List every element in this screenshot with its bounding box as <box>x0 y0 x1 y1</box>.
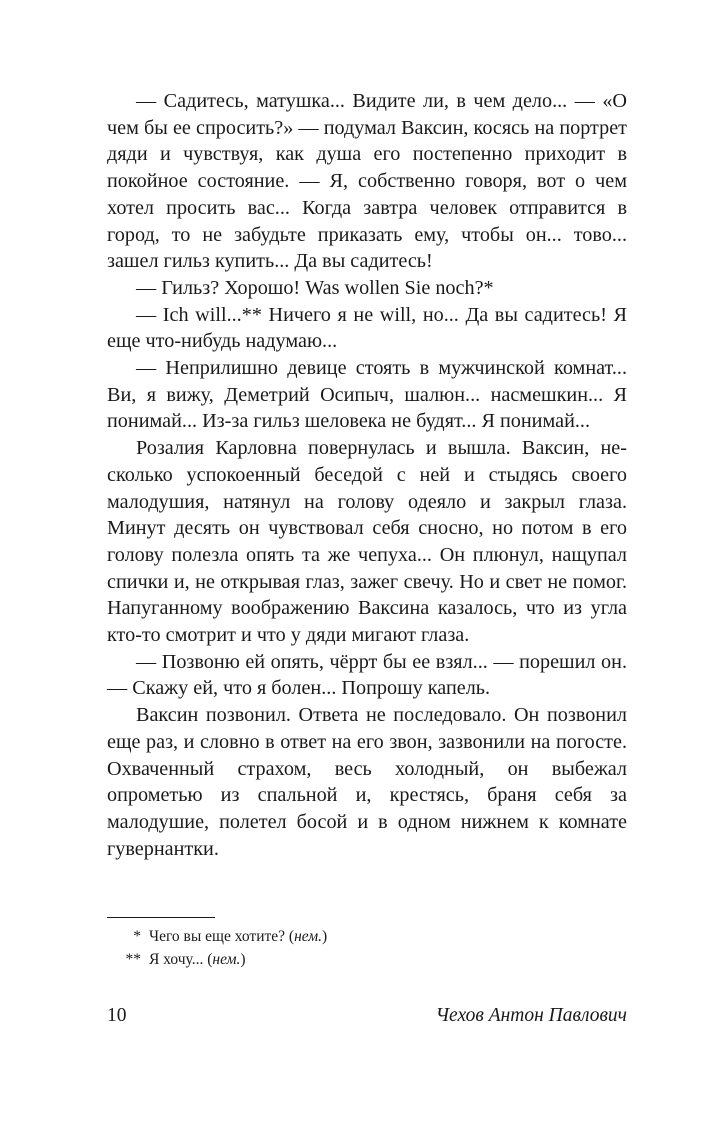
paragraph: — Неприлишно девице стоять в мужчинской комнат... Ви, я вижу, Деметрий Осипыч, шалюн... насмешкин... Я понимай... Из-за гильз шеловека не будят... Я понимай... <box>107 357 627 433</box>
footnote-mark: * <box>133 928 141 945</box>
footnote-open-paren: ( <box>207 951 213 968</box>
footnote-language: нем. <box>212 951 241 968</box>
footnote-text: Чего вы еще хотите? <box>149 928 286 945</box>
footnote-open-paren: ( <box>288 928 295 945</box>
footnote-close-paren: ) <box>240 951 246 968</box>
footnote-close-paren: ) <box>322 928 328 945</box>
footnote <box>107 948 627 971</box>
paragraph: Розалия Карловна повернулась и вышла. Ваксин, несколько успокоенный беседой с ней и стыдясь своего малодушия, натянул на голову одеяло и закрыл глаза. Минут десять он чувствовал себя сносно, но потом в его голову полезла опять та же чепуха... Он плюнул, нащупал спички и, не открывая глаз, зажег свечу. Но и свет не помог. Напуганному воображению Ваксина казалось, что из угла кто-то смотрит и что у дяди мигают глаза. <box>107 437 627 647</box>
page-number: 10 <box>107 1005 127 1026</box>
footnote-text: Я хочу... <box>149 951 204 968</box>
body-text <box>107 88 627 862</box>
paragraph: — Гильз? Хорошо! Was wollen Sie noch?* <box>136 276 494 299</box>
footnote-language: нем. <box>294 928 323 945</box>
paragraph: Ваксин позвонил. Ответа не последовало. Он позвонил еще раз, и словно в ответ на его звон, зазвонили на погосте. Охваченный страхом, весь холодный, он выбежал опрометью из спальной и, крестясь, браня себя за малодушие, полетел босой и в одном нижнем к комнате гувернантки. <box>107 704 627 860</box>
footnote <box>107 925 627 948</box>
paragraph: — Садитесь, матушка... Видите ли, в чем дело... — «О чем бы ее спросить?» — подумал Ваксин, косясь на портрет дяди и чувствуя, как душа его постепенно приходит в покойное состояние. — Я, собственно говоря, вот о чем хотел просить вас... Когда завтра человек отправится в город, то не забудьте приказать ему, чтобы он... тово... зашел гильз купить... Да вы садитесь! <box>107 90 627 273</box>
running-author: Чехов Антон Павлович <box>435 1005 627 1026</box>
paragraph: — Ich will...** Ничего я не will, но... Да вы садитесь! Я еще что-нибудь надумаю... <box>107 303 627 353</box>
footnote-divider <box>107 917 215 918</box>
paragraph: — Позвоню ей опять, чёррт бы ее взял... — порешил он. — Скажу ей, что я болен... Попрошу капель. <box>107 650 627 700</box>
footnote-mark: ** <box>125 951 141 968</box>
footnotes <box>107 925 627 971</box>
